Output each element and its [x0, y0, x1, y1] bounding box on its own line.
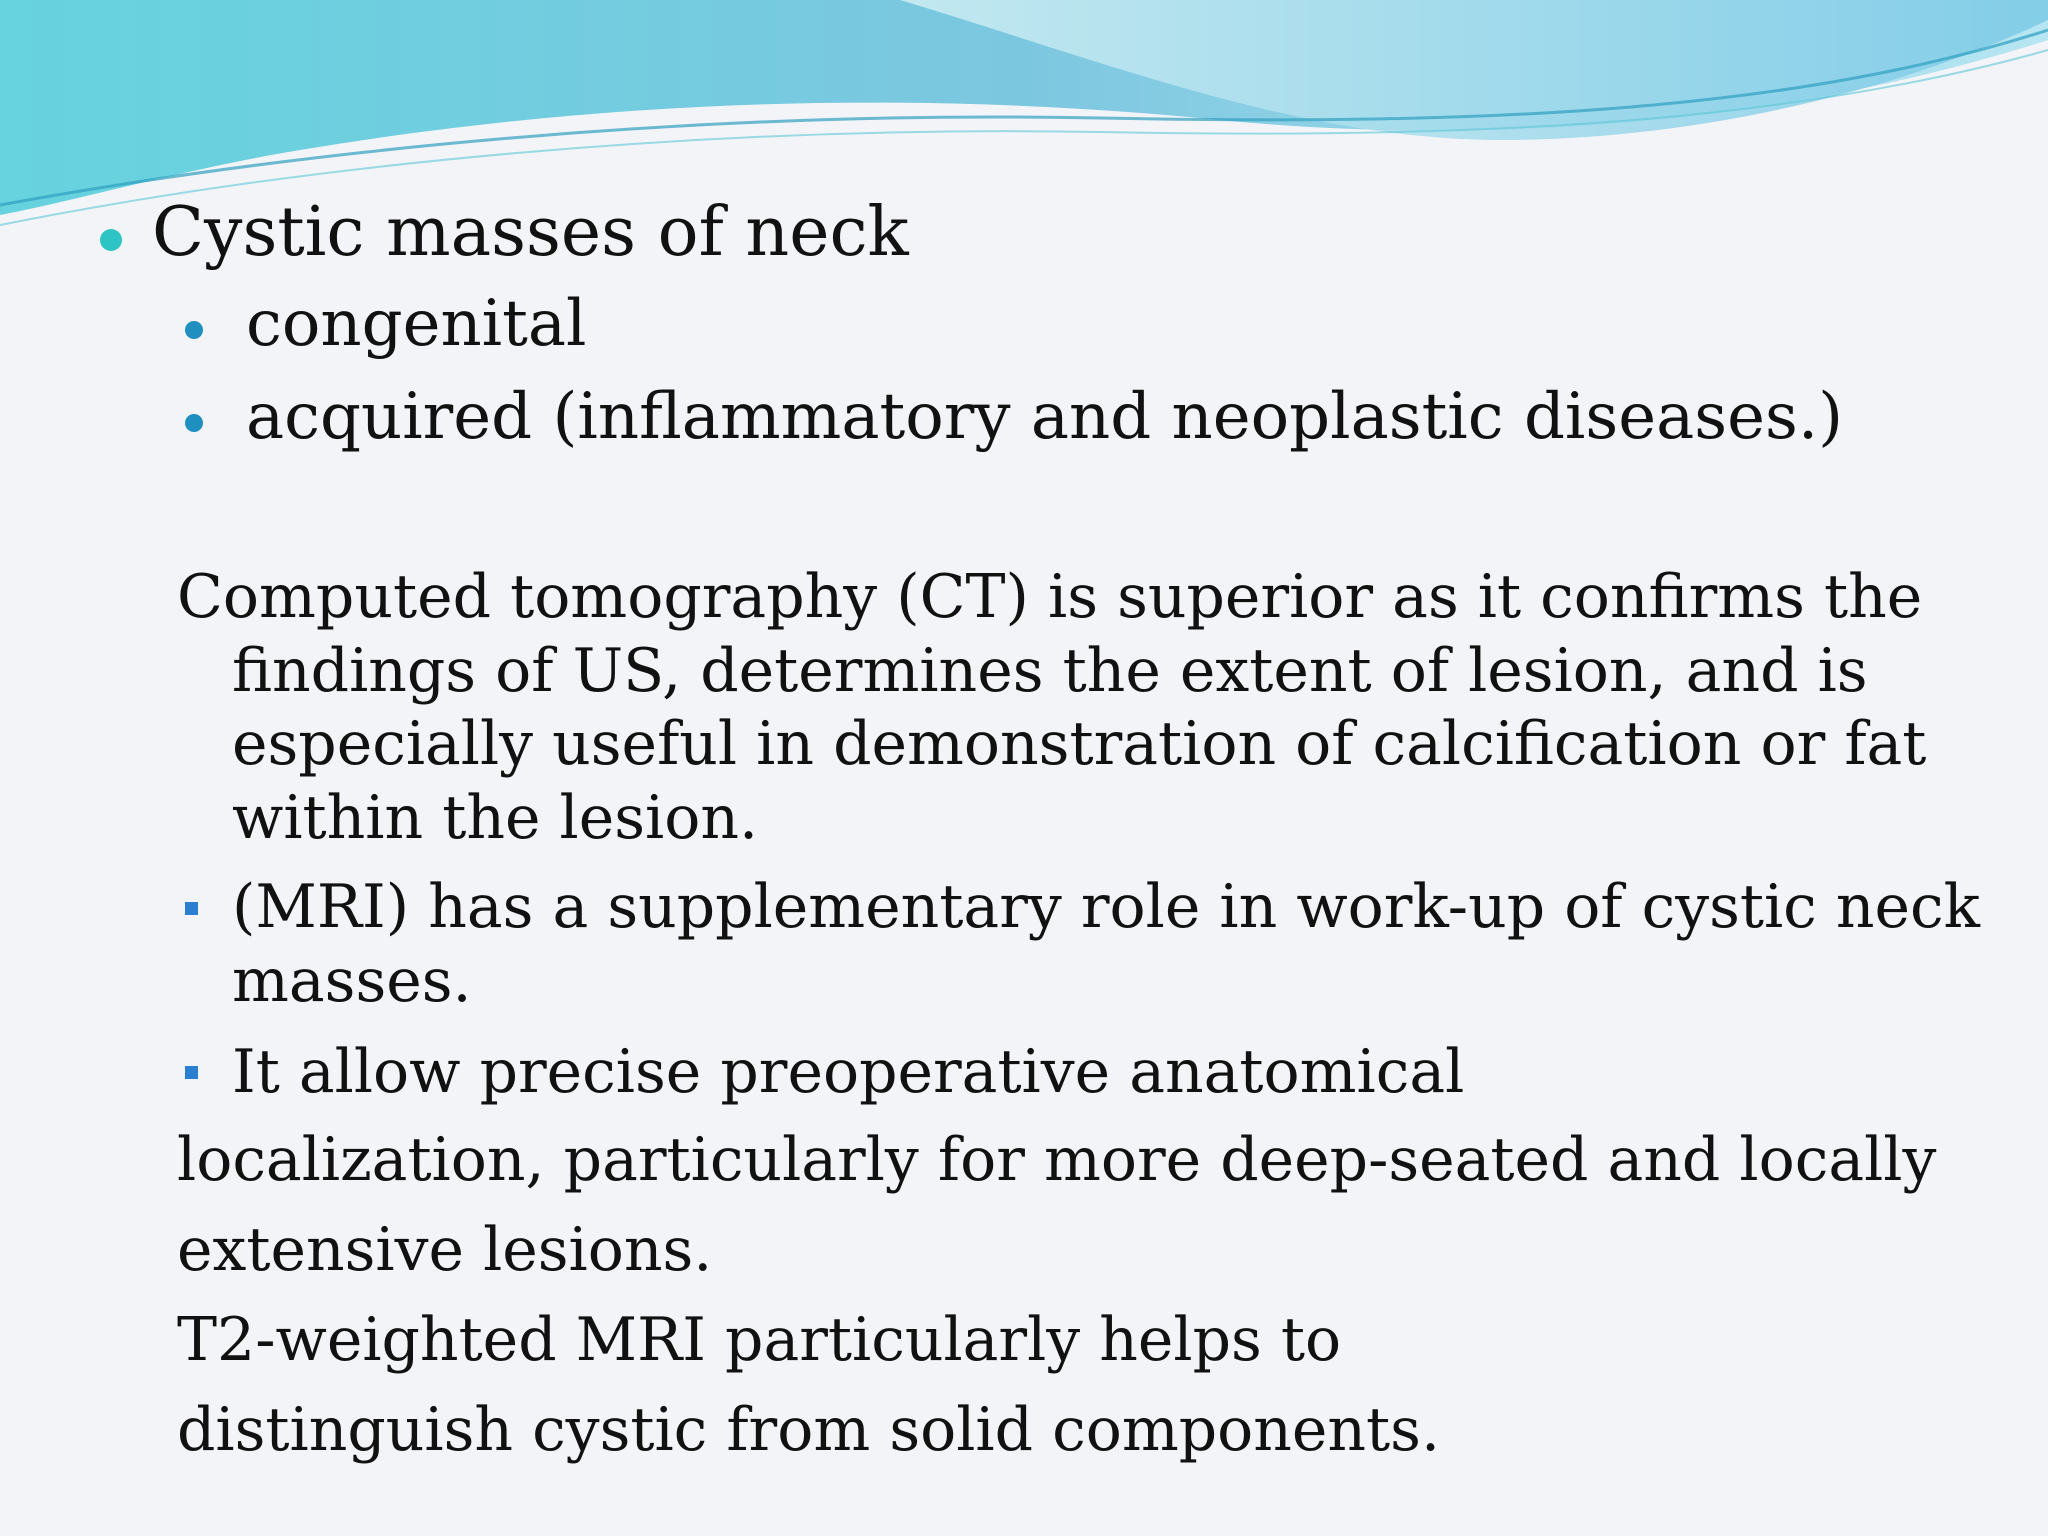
ct-paragraph-line: especially useful in demonstration of calcification or fat — [232, 709, 1927, 779]
mri-point-line: masses. — [232, 946, 472, 1016]
round-bullet-icon — [185, 321, 203, 339]
ct-paragraph-line: findings of US, determines the extent of lesion, and is — [232, 636, 1868, 706]
square-bullet-icon — [185, 902, 198, 915]
ct-paragraph-line: within the lesion. — [232, 783, 759, 853]
trailing-line: distinguish cystic from solid components. — [177, 1395, 1441, 1465]
mri-point-line: (MRI) has a supplementary role in work-up of cystic neck — [232, 872, 1980, 942]
round-bullet-icon — [185, 414, 203, 432]
round-bullet-icon — [100, 229, 122, 251]
ct-paragraph-line: Computed tomography (CT) is superior as it confirms the — [177, 562, 1923, 632]
trailing-line: extensive lesions. — [177, 1215, 713, 1285]
main-bullet-text: Cystic masses of neck — [152, 193, 909, 272]
trailing-line: T2-weighted MRI particularly helps to — [177, 1305, 1342, 1375]
sub-bullet-text: acquired (inflammatory and neoplastic diseases.) — [246, 380, 1844, 454]
trailing-line: localization, particularly for more deep-seated and locally — [177, 1125, 1937, 1195]
mri-point-line: It allow precise preoperative anatomical — [232, 1037, 1465, 1107]
sub-bullet-text: congenital — [246, 287, 587, 361]
square-bullet-icon — [185, 1066, 198, 1079]
